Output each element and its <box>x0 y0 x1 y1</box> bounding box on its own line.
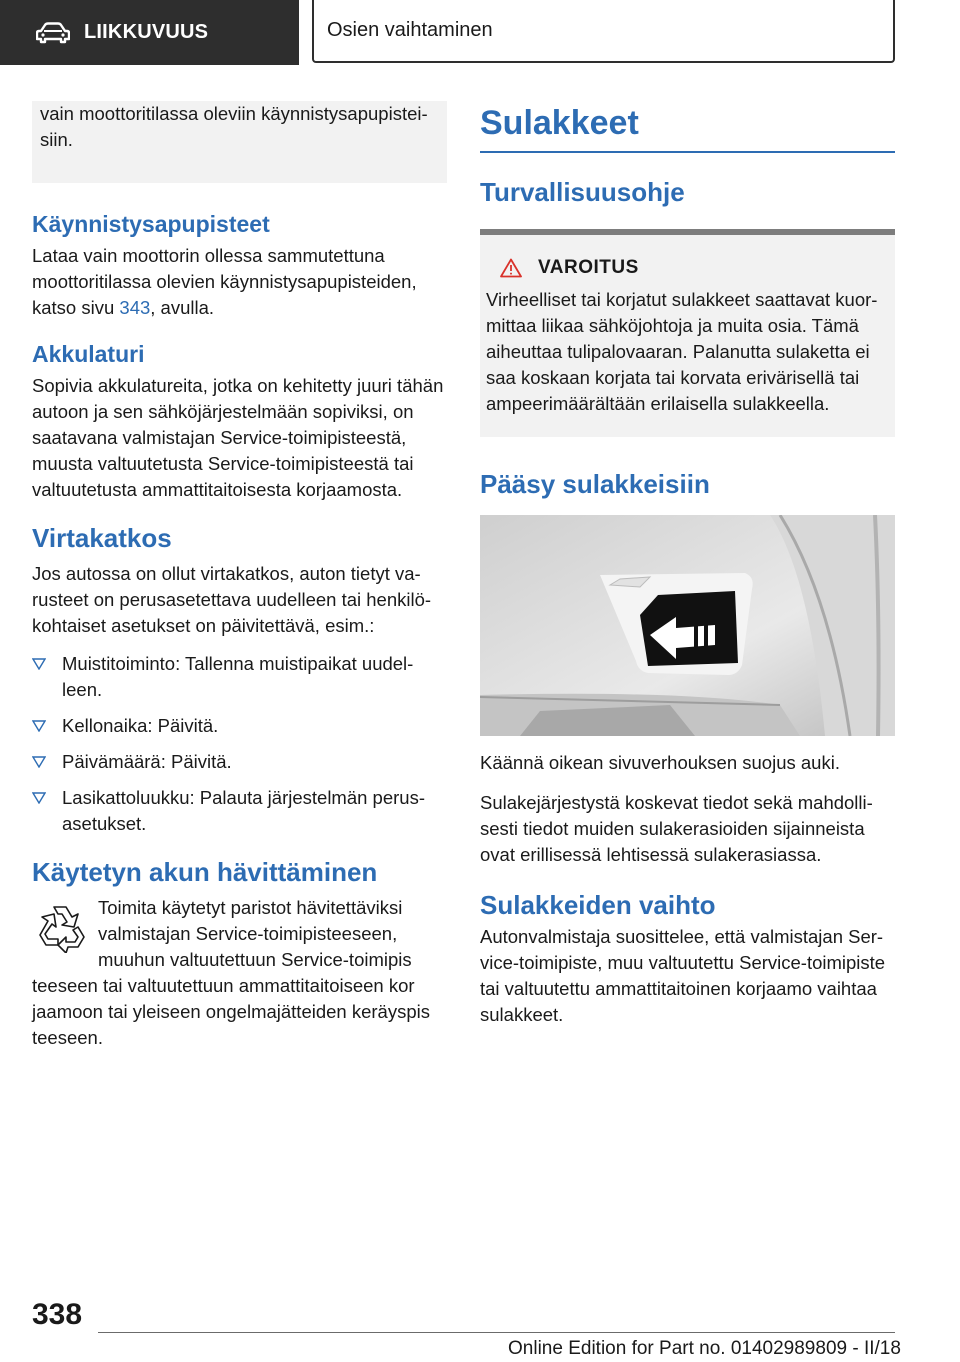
charger-text: Sopivia akkulatureita, jotka on kehitetty juuri tähän autoon ja sen sähköjärjestelmään sopiviksi, on saatavana valmistajan Service-toimipisteestä, muusta valtuutetusta Service-toimipisteestä tai valtuutetusta ammattitaitoisesta korjaamosta. <box>32 375 444 500</box>
replacing-text: Autonvalmistaja suosittelee, että valmistajan Service-toimipiste, muu valtuutettu Service-toimipiste tai valtuutettu ammattitaitoinen korjaamo vaihtaa sulakkeet. <box>480 926 886 1025</box>
triangle-bullet-icon <box>32 792 46 804</box>
intro-box <box>32 101 447 183</box>
disposal-line: valmistajan Service-toimipisteeseen, <box>98 923 398 944</box>
starting-points-text-end: , avulla. <box>150 297 215 318</box>
starting-points-section <box>32 209 447 321</box>
list-item-text: Lasikattoluukku: Palauta järjestelmän perusasetukset. <box>62 787 426 834</box>
disposal-text <box>32 895 447 1051</box>
list-item-text: Muistitoiminto: Tallenna muistipaikat uudelleen. <box>62 653 414 700</box>
power-failure-heading: Virtakatkos <box>32 523 172 553</box>
warning-header <box>486 257 887 279</box>
right-column <box>480 101 895 1028</box>
disposal-line: teeseen. <box>32 1027 103 1048</box>
disposal-heading: Käytetyn akun hävittäminen <box>32 857 378 887</box>
footer-edition: Online Edition for Part no. 01402989809 - II/18 <box>508 1338 901 1359</box>
warning-box <box>480 229 895 437</box>
page-link[interactable]: 343 <box>119 297 151 318</box>
disposal-body <box>32 895 447 1051</box>
list-item-text: Kellonaika: Päivitä. <box>62 715 219 736</box>
reset-list <box>32 651 447 837</box>
list-item <box>32 713 447 739</box>
section-label: LIIKKUVUUS <box>84 21 209 43</box>
power-failure-section <box>32 521 447 837</box>
disposal-section <box>32 855 447 1051</box>
replacing-heading: Sulakkeiden vaihto <box>480 890 716 920</box>
starting-points-text <box>32 243 447 321</box>
charger-heading: Akkulaturi <box>32 341 145 367</box>
access-heading: Pääsy sulakkeisiin <box>480 469 710 499</box>
fuse-cover-photo <box>480 515 895 736</box>
footer-divider <box>98 1332 895 1333</box>
charger-section <box>32 339 447 503</box>
intro-text: vain moottoritilassa oleviin käynnistysapupisteisiin. <box>40 103 428 150</box>
list-item-text: Päivämäärä: Päivitä. <box>62 751 232 772</box>
disposal-line: muuhun valtuutettuun Service-toimipis <box>98 949 412 970</box>
access-text: Sulakejärjestystä koskevat tiedot sekä mahdollisesti tiedot muiden sulakerasioiden sijainneista ovat erillisessä lehtisessä sulakerasiassa. <box>480 792 873 865</box>
starting-points-text-part: Lataa vain moottorin ollessa sammutettuna moottoritilassa olevien käynnistysapupisteiden, katso sivu <box>32 245 417 318</box>
starting-points-heading: Käynnistysapupisteet <box>32 211 270 237</box>
triangle-bullet-icon <box>32 658 46 670</box>
list-item <box>32 651 447 703</box>
page-number: 338 <box>32 1298 83 1331</box>
left-column <box>32 101 447 1069</box>
warning-triangle-icon <box>500 258 522 278</box>
disposal-line: Toimita käytetyt paristot hävitettäviksi <box>98 897 403 918</box>
safety-heading: Turvallisuusohje <box>480 177 685 207</box>
list-item <box>32 785 447 837</box>
page-title: Osien vaihtaminen <box>312 0 895 63</box>
disposal-line: jaamoon tai yleiseen ongelmajätteiden keräyspis <box>32 1001 430 1022</box>
car-icon <box>36 22 70 44</box>
access-caption: Käännä oikean sivuverhouksen suojus auki. <box>480 752 840 773</box>
recycle-icon <box>32 901 88 953</box>
list-item <box>32 749 447 775</box>
warning-text: Virheelliset tai korjatut sulakkeet saattavat kuormittaa liikaa sähköjohtoja ja muita osia. Tämä aiheuttaa tulipalovaaran. Palanutta sulaketta ei saa koskaan korjata tai korvata erivärisellä tai ampeerimäärältään erilaisella sulakkeella. <box>486 289 878 414</box>
triangle-bullet-icon <box>32 720 46 732</box>
triangle-bullet-icon <box>32 756 46 768</box>
disposal-line: teeseen tai valtuutettuun ammattitaitoiseen kor <box>32 975 415 996</box>
warning-label: VAROITUS <box>538 257 639 278</box>
fuses-title: Sulakkeet <box>480 101 895 153</box>
section-tab <box>0 0 299 65</box>
power-failure-text: Jos autossa on ollut virtakatkos, auton tietyt varusteet on perusasetettava uudelleen tai henkilökohtaiset asetukset on päivitettävä, esim.: <box>32 563 432 636</box>
